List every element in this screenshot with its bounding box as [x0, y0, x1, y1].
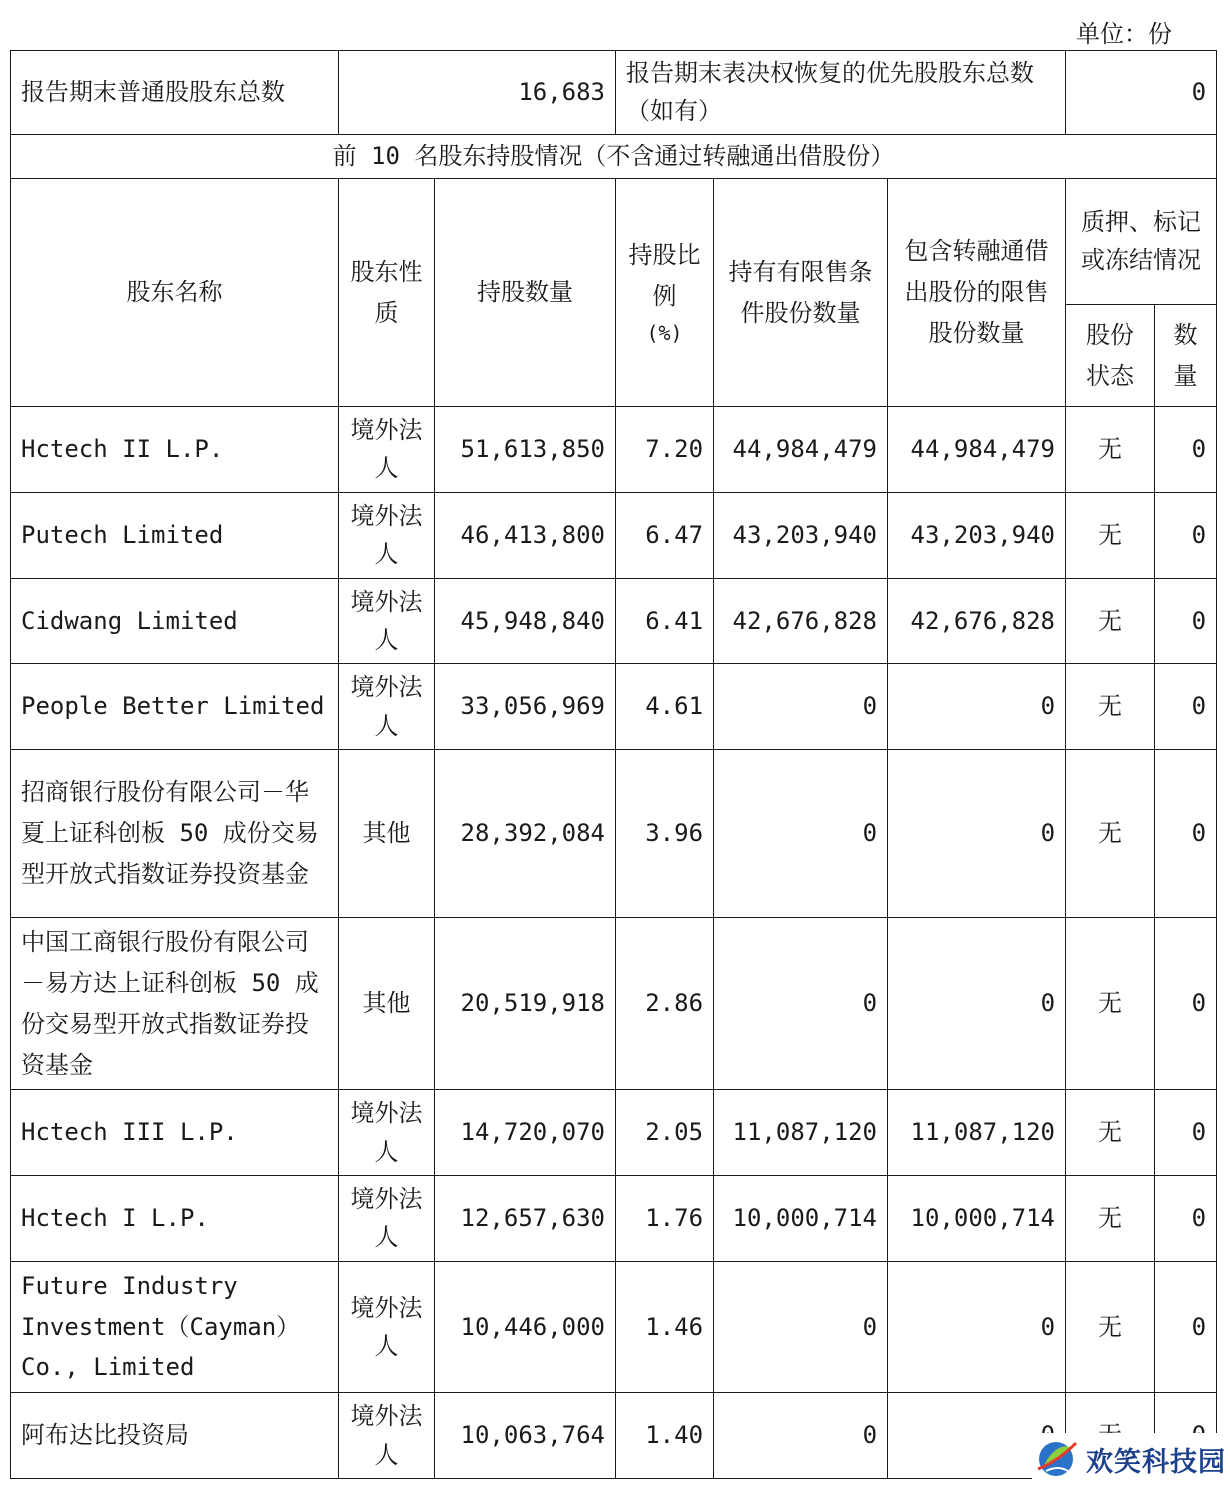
- table-row: [11, 1176, 1217, 1262]
- shareholder-name: 阿布达比投资局: [11, 1393, 339, 1479]
- header-status: 股份状态: [1066, 305, 1155, 407]
- restricted-shares: 43,203,940: [714, 492, 888, 578]
- table-row: [11, 750, 1217, 918]
- shares-held: 45,948,840: [435, 578, 616, 664]
- header-nature: 股东性质: [339, 179, 435, 407]
- shares-held: 10,446,000: [435, 1261, 616, 1392]
- restricted-shares: 11,087,120: [714, 1090, 888, 1176]
- restricted-shares: 0: [714, 1261, 888, 1392]
- holding-ratio: 1.76: [616, 1176, 714, 1262]
- lent-restricted-shares: 10,000,714: [888, 1176, 1066, 1262]
- lent-restricted-shares: 0: [888, 918, 1066, 1090]
- table-row: [11, 664, 1217, 750]
- watermark: [1032, 1433, 1230, 1485]
- pledge-status: 无: [1066, 1261, 1155, 1392]
- shares-held: 14,720,070: [435, 1090, 616, 1176]
- pledge-count: 0: [1155, 1176, 1217, 1262]
- lent-restricted-shares: 0: [888, 750, 1066, 918]
- pledge-status: 无: [1066, 750, 1155, 918]
- restricted-shares: 0: [714, 918, 888, 1090]
- header-ratio-unit: (%): [646, 321, 683, 346]
- holding-ratio: 1.46: [616, 1261, 714, 1392]
- shares-held: 20,519,918: [435, 918, 616, 1090]
- pledge-count: 0: [1155, 750, 1217, 918]
- pledge-count: 0: [1155, 407, 1217, 493]
- shares-held: 51,613,850: [435, 407, 616, 493]
- pledge-status: 无: [1066, 578, 1155, 664]
- header-ratio-label: 持股比例: [628, 240, 701, 310]
- header-pledge: 质押、标记或冻结情况: [1066, 179, 1217, 305]
- shareholder-name: Hctech III L.P.: [11, 1090, 339, 1176]
- shareholder-nature: 境外法人: [339, 1090, 435, 1176]
- pledge-count: 0: [1155, 918, 1217, 1090]
- watermark-text: 欢笑科技园: [1086, 1446, 1226, 1478]
- holding-ratio: 3.96: [616, 750, 714, 918]
- section-title: 前 10 名股东持股情况（不含通过转融通出借股份）: [11, 135, 1217, 179]
- shareholder-name: Cidwang Limited: [11, 578, 339, 664]
- shareholder-nature: 境外法人: [339, 664, 435, 750]
- header-ratio: [616, 179, 714, 407]
- shareholder-name: Putech Limited: [11, 492, 339, 578]
- lent-restricted-shares: 0: [888, 664, 1066, 750]
- shareholder-nature: 其他: [339, 750, 435, 918]
- shares-held: 33,056,969: [435, 664, 616, 750]
- table-row: [11, 1090, 1217, 1176]
- globe-logo-icon: [1032, 1435, 1080, 1483]
- pledge-status: 无: [1066, 918, 1155, 1090]
- pledge-status: 无: [1066, 1176, 1155, 1262]
- restricted-shares: 10,000,714: [714, 1176, 888, 1262]
- shareholder-name: 招商银行股份有限公司－华夏上证科创板 50 成份交易型开放式指数证券投资基金: [11, 750, 339, 918]
- restricted-shares: 0: [714, 1393, 888, 1479]
- pledge-status: 无: [1066, 407, 1155, 493]
- total-holders-label: 报告期末普通股股东总数: [11, 51, 339, 135]
- restricted-shares: 0: [714, 664, 888, 750]
- shares-held: 28,392,084: [435, 750, 616, 918]
- header-shares: 持股数量: [435, 179, 616, 407]
- pledge-status: 无: [1066, 1090, 1155, 1176]
- table-row: [11, 918, 1217, 1090]
- header-row: [11, 179, 1217, 305]
- table-row: [11, 578, 1217, 664]
- lent-restricted-shares: 11,087,120: [888, 1090, 1066, 1176]
- shareholder-nature: 境外法人: [339, 1261, 435, 1392]
- holding-ratio: 7.20: [616, 407, 714, 493]
- pledge-count: 0: [1155, 1261, 1217, 1392]
- pledge-count: 0: [1155, 664, 1217, 750]
- holding-ratio: 4.61: [616, 664, 714, 750]
- lent-restricted-shares: 0: [888, 1261, 1066, 1392]
- shareholder-nature: 境外法人: [339, 492, 435, 578]
- restricted-shares: 44,984,479: [714, 407, 888, 493]
- shareholder-name: Hctech I L.P.: [11, 1176, 339, 1262]
- lent-restricted-shares: 44,984,479: [888, 407, 1066, 493]
- pledge-status: 无: [1066, 492, 1155, 578]
- header-count: 数量: [1155, 305, 1217, 407]
- holding-ratio: 1.40: [616, 1393, 714, 1479]
- table-row: [11, 1261, 1217, 1392]
- shareholder-nature: 境外法人: [339, 407, 435, 493]
- shareholder-nature: 境外法人: [339, 1393, 435, 1479]
- unit-label: 单位：份: [1076, 20, 1172, 48]
- shares-held: 46,413,800: [435, 492, 616, 578]
- shareholder-table: [10, 50, 1217, 1479]
- pledge-count: 0: [1155, 1090, 1217, 1176]
- restricted-shares: 0: [714, 750, 888, 918]
- shareholder-name: Future Industry Investment（Cayman）Co., Limited: [11, 1261, 339, 1392]
- pledge-status: 无: [1066, 664, 1155, 750]
- lent-restricted-shares: 43,203,940: [888, 492, 1066, 578]
- holding-ratio: 6.41: [616, 578, 714, 664]
- summary-row: [11, 51, 1217, 135]
- holding-ratio: 2.05: [616, 1090, 714, 1176]
- shares-held: 10,063,764: [435, 1393, 616, 1479]
- header-name: 股东名称: [11, 179, 339, 407]
- shareholder-nature: 境外法人: [339, 1176, 435, 1262]
- shares-held: 12,657,630: [435, 1176, 616, 1262]
- header-restricted: 持有有限售条件股份数量: [714, 179, 888, 407]
- restricted-shares: 42,676,828: [714, 578, 888, 664]
- table-row: [11, 492, 1217, 578]
- shareholder-nature: 其他: [339, 918, 435, 1090]
- holding-ratio: 6.47: [616, 492, 714, 578]
- total-holders-value: 16,683: [339, 51, 616, 135]
- shareholder-name: Hctech II L.P.: [11, 407, 339, 493]
- lent-restricted-shares: 42,676,828: [888, 578, 1066, 664]
- preferred-holders-label: 报告期末表决权恢复的优先股股东总数（如有）: [616, 51, 1066, 135]
- section-title-row: [11, 135, 1217, 179]
- shareholder-name: 中国工商银行股份有限公司－易方达上证科创板 50 成份交易型开放式指数证券投资基金: [11, 918, 339, 1090]
- pledge-count: 0: [1155, 492, 1217, 578]
- table-row: [11, 407, 1217, 493]
- shareholder-name: People Better Limited: [11, 664, 339, 750]
- header-lent: 包含转融通借出股份的限售股份数量: [888, 179, 1066, 407]
- holding-ratio: 2.86: [616, 918, 714, 1090]
- pledge-count: 0: [1155, 578, 1217, 664]
- preferred-holders-value: 0: [1066, 51, 1217, 135]
- shareholder-nature: 境外法人: [339, 578, 435, 664]
